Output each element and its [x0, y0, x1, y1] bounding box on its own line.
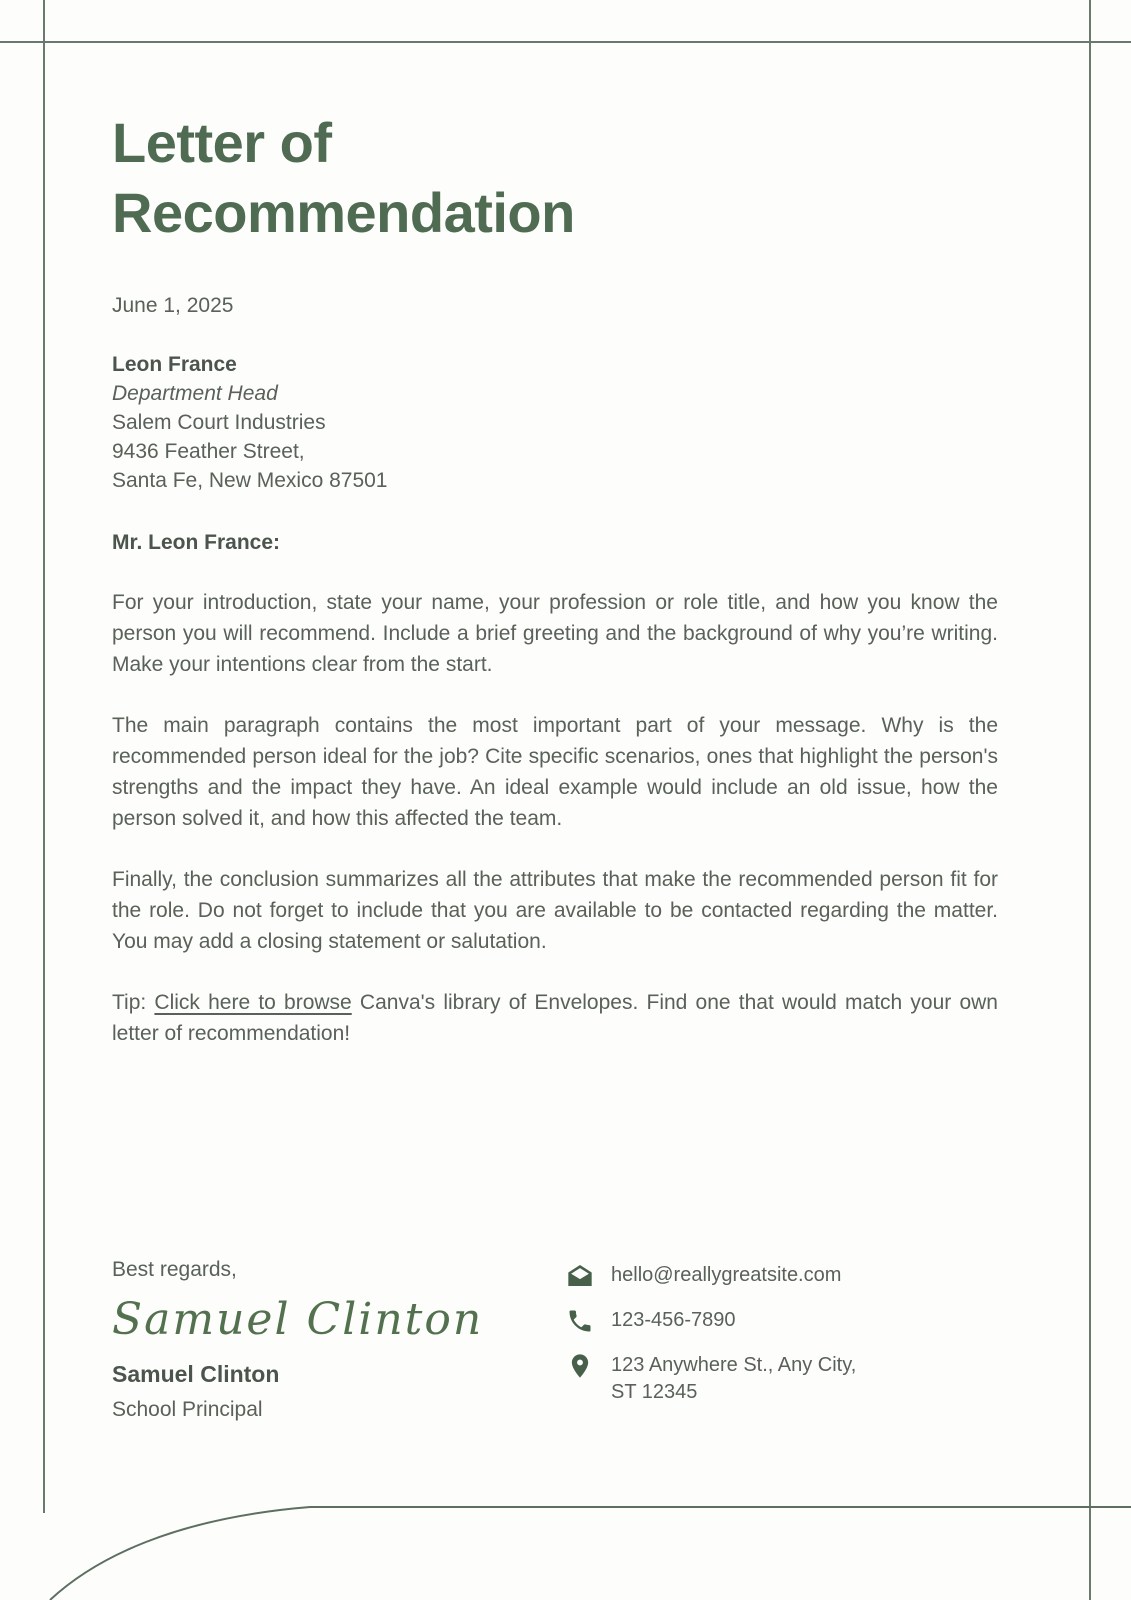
contact-address-row: [566, 1352, 856, 1406]
phone-icon: [566, 1307, 594, 1335]
closing-block: [0, 1256, 566, 1424]
recipient-role: Department Head: [112, 382, 278, 405]
paragraph-main: The main paragraph contains the most important part of your message. Why is the recommended person ideal for the job? Cite specific scenarios, ones that highlight the person's strengths and the impact they have. An ideal example would include an old issue, how the person solved it, and how this affected the team.: [112, 714, 998, 830]
closing-regards: Best regards,: [112, 1258, 237, 1281]
recipient-name: Leon France: [112, 353, 237, 376]
tip-suffix: Canva's library of Envelopes. Find one that would match your own letter of recommendation!: [112, 991, 998, 1045]
recipient-block: [112, 350, 998, 495]
contact-phone: 123-456-7890: [611, 1309, 736, 1331]
page-title-line1: Letter of: [112, 111, 332, 174]
salutation: Mr. Leon France:: [112, 531, 281, 554]
contact-email: hello@reallygreatsite.com: [611, 1264, 842, 1286]
frame-bottom-curve: [50, 1507, 1131, 1600]
contact-phone-row: [566, 1307, 856, 1335]
tip-prefix: Tip:: [112, 991, 155, 1014]
browse-envelopes-link[interactable]: Click here to browse: [154, 991, 352, 1014]
signer-role: School Principal: [112, 1398, 263, 1421]
paragraph-conclusion: Finally, the conclusion summarizes all the attributes that make the recommended person fit for the role. Do not forget to include that you are available to be contacted regarding the matter. You may add a closing statement or salutation.: [112, 868, 998, 953]
letter-date: June 1, 2025: [112, 294, 234, 317]
paragraph-introduction: For your introduction, state your name, your profession or role title, and how you know the person you will recommend. Include a brief greeting and the background of why you’re writing. Make your intentions clear from the start.: [112, 591, 998, 676]
letter-footer: [0, 1256, 1131, 1424]
contact-address-line2: ST 12345: [611, 1381, 698, 1403]
envelope-icon: [566, 1262, 594, 1290]
signature-handwriting: Samuel Clinton: [112, 1294, 484, 1345]
page-title: [112, 108, 998, 248]
recipient-street: 9436 Feather Street,: [112, 440, 305, 463]
contact-email-row: [566, 1262, 856, 1290]
location-pin-icon: [566, 1352, 594, 1380]
page-title-line2: Recommendation: [112, 181, 575, 244]
signer-name: Samuel Clinton: [112, 1361, 280, 1387]
contact-address-line1: 123 Anywhere St., Any City,: [611, 1354, 857, 1376]
tip-paragraph: [112, 987, 998, 1049]
contact-address: [611, 1352, 856, 1406]
contact-block: [566, 1256, 856, 1424]
recipient-city: Santa Fe, New Mexico 87501: [112, 469, 388, 492]
recipient-company: Salem Court Industries: [112, 411, 326, 434]
